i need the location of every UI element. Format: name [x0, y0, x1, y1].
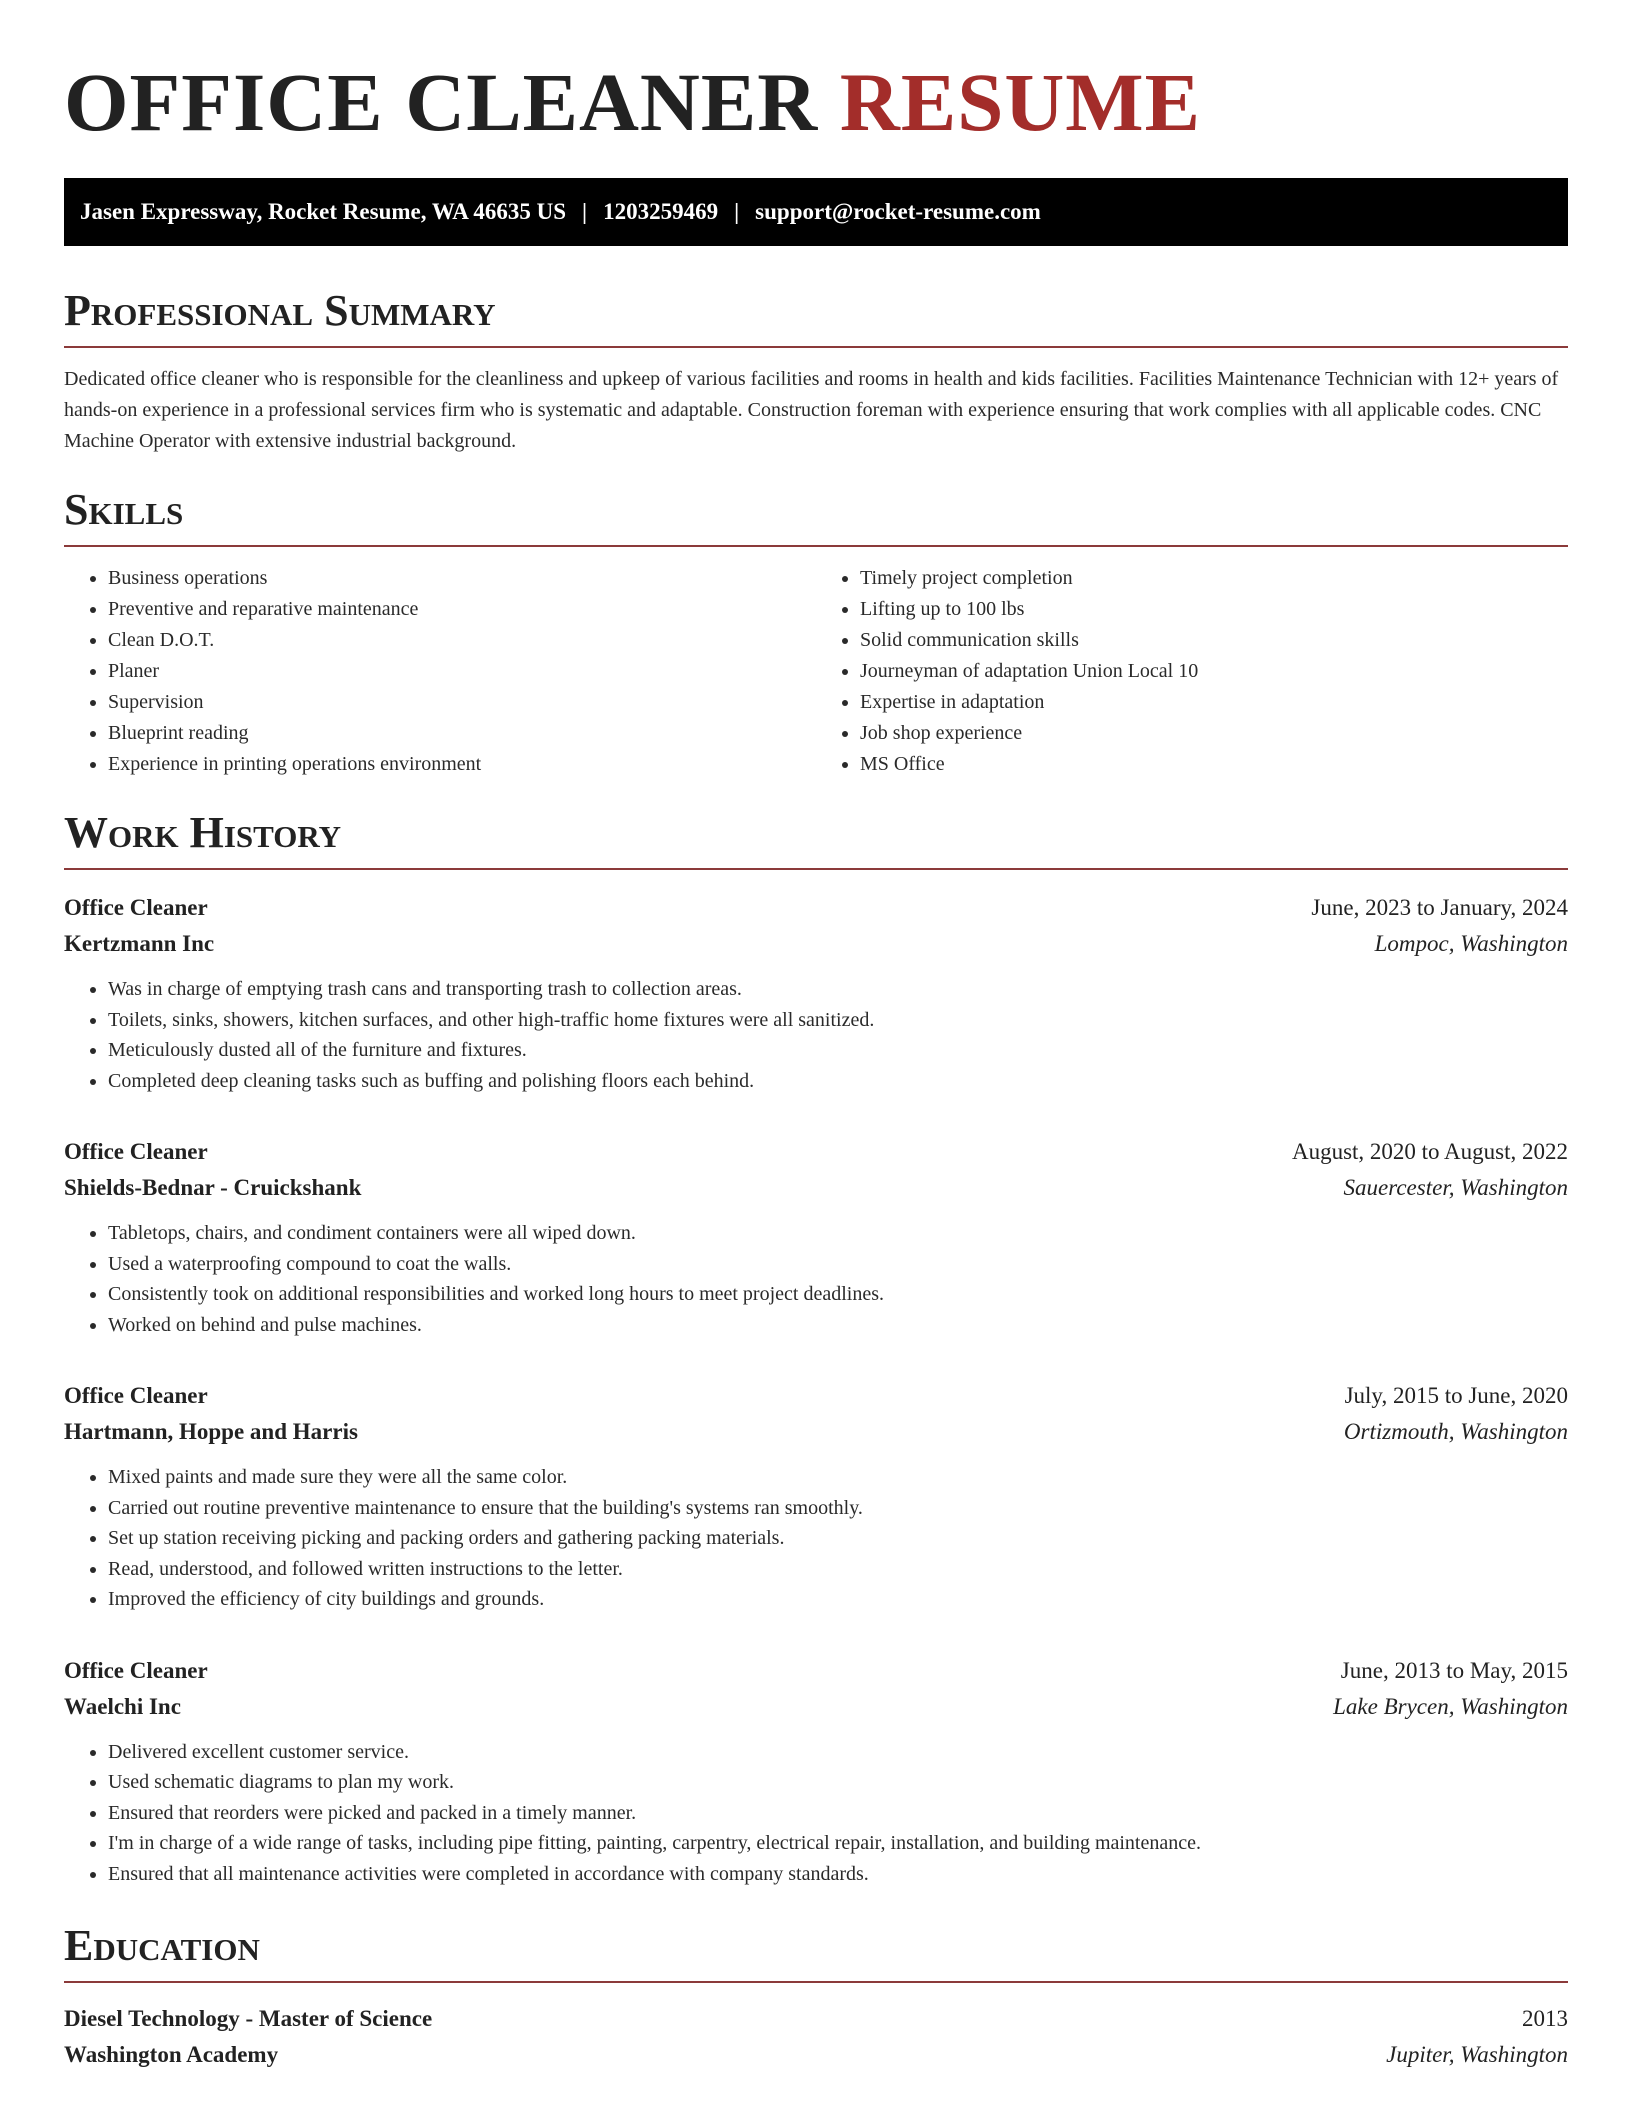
job-bullet: • Meticulously dusted all of the furniture and fixtures.: [108, 1035, 1568, 1066]
section-heading-skills: Skills: [64, 485, 1568, 547]
job-entry: [64, 890, 1568, 1096]
job-location: Lake Brycen, Washington: [1333, 1693, 1568, 1719]
education-degree: Diesel Technology - Master of Science: [64, 2006, 433, 2031]
job-title: Office Cleaner: [64, 1657, 208, 1683]
summary-text: Dedicated office cleaner who is responsible for the cleanliness and upkeep of various facilities and rooms in health and kids facilities. Facilities Maintenance Technician with 12+ years of hands-on experience in a professional services firm who is systematic and adaptable. Construction foreman with experience ensuring that work complies with all applicable codes. CNC Machine Operator with extensive industrial background.: [64, 368, 1559, 452]
job-entry: [64, 1653, 1568, 1890]
title-main: OFFICE CLEANER: [64, 56, 819, 148]
job-bullet: • Ensured that reorders were picked and packed in a timely manner.: [108, 1798, 1568, 1829]
section-heading-summary: Professional Summary: [64, 286, 1568, 348]
contact-phone: 1203259469: [603, 199, 719, 224]
job-bullet: • Tabletops, chairs, and condiment containers were all wiped down.: [108, 1218, 1568, 1249]
education-location: Jupiter, Washington: [1386, 2042, 1568, 2067]
job-bullets: [64, 1218, 1568, 1340]
resume-title: [64, 52, 1568, 152]
job-bullet: • Set up station receiving picking and packing orders and gathering packing materials.: [108, 1523, 1568, 1554]
job-dates: July, 2015 to June, 2020: [1344, 1383, 1568, 1408]
job-bullet: • I'm in charge of a wide range of tasks, including pipe fitting, painting, carpentry, electrical repair, installation, and building maintenance.: [108, 1828, 1568, 1859]
job-entry: [64, 1134, 1568, 1340]
job-bullet: • Ensured that all maintenance activities were completed in accordance with company standards.: [108, 1859, 1568, 1890]
job-title: Office Cleaner: [64, 895, 208, 920]
job-company-row: [64, 1689, 1568, 1725]
job-company: Waelchi Inc: [64, 1693, 181, 1719]
job-bullet: • Delivered excellent customer service.: [108, 1737, 1568, 1768]
job-dates: June, 2013 to May, 2015: [1340, 1657, 1568, 1683]
job-bullet: • Used a waterproofing compound to coat the walls.: [108, 1249, 1568, 1280]
skill-item: • Solid communication skills: [860, 625, 1568, 656]
job-bullet: • Read, understood, and followed written instructions to the letter.: [108, 1554, 1568, 1585]
education-school: Washington Academy: [64, 2042, 279, 2067]
skill-item: • Lifting up to 100 lbs: [860, 594, 1568, 625]
skills-column-left: [64, 563, 816, 780]
job-dates: August, 2020 to August, 2022: [1291, 1139, 1568, 1164]
skills-grid: [64, 563, 1568, 780]
job-dates: June, 2023 to January, 2024: [1311, 895, 1568, 920]
job-company-row: [64, 1170, 1568, 1206]
education-header-row: [64, 2001, 1568, 2037]
contact-separator: |: [734, 199, 740, 224]
contact-address: Jasen Expressway, Rocket Resume, WA 46635 US: [80, 199, 567, 224]
skill-item: • Journeyman of adaptation Union Local 10: [860, 656, 1568, 687]
job-company-row: [64, 926, 1568, 962]
job-bullet: • Worked on behind and pulse machines.: [108, 1310, 1568, 1341]
professional-summary-section: [64, 286, 1568, 457]
job-bullet: • Used schematic diagrams to plan my work.: [108, 1767, 1568, 1798]
skill-item: • Expertise in adaptation: [860, 687, 1568, 718]
section-heading-work-history: Work History: [64, 808, 1568, 870]
job-bullet: • Mixed paints and made sure they were all the same color.: [108, 1462, 1568, 1493]
job-header-row: [64, 1653, 1568, 1689]
job-bullet: • Toilets, sinks, showers, kitchen surfaces, and other high-traffic home fixtures were all sanitized.: [108, 1005, 1568, 1036]
education-year: 2013: [1522, 2006, 1568, 2031]
section-heading-education: Education: [64, 1921, 1568, 1983]
job-header-row: [64, 1134, 1568, 1170]
job-location: Sauercester, Washington: [1343, 1175, 1568, 1200]
skill-item: • Clean D.O.T.: [108, 625, 816, 656]
job-company: Hartmann, Hoppe and Harris: [64, 1419, 358, 1444]
skill-item: • Supervision: [108, 687, 816, 718]
job-company-row: [64, 1414, 1568, 1450]
job-bullet: • Carried out routine preventive maintenance to ensure that the building's systems ran smoothly.: [108, 1493, 1568, 1524]
job-title: Office Cleaner: [64, 1139, 208, 1164]
job-entry: [64, 1378, 1568, 1615]
skill-item: • Timely project completion: [860, 563, 1568, 594]
job-company: Shields-Bednar - Cruickshank: [64, 1175, 362, 1200]
title-accent: RESUME: [839, 56, 1202, 148]
skill-item: • Preventive and reparative maintenance: [108, 594, 816, 625]
job-bullet: • Improved the efficiency of city buildings and grounds.: [108, 1584, 1568, 1615]
skill-item: • MS Office: [860, 749, 1568, 780]
job-bullet: • Completed deep cleaning tasks such as buffing and polishing floors each behind.: [108, 1066, 1568, 1097]
work-history-section: [64, 808, 1568, 1889]
skill-item: • Experience in printing operations environment: [108, 749, 816, 780]
job-bullet: • Was in charge of emptying trash cans and transporting trash to collection areas.: [108, 974, 1568, 1005]
skills-column-right: [816, 563, 1568, 780]
skill-item: • Blueprint reading: [108, 718, 816, 749]
skill-item: • Job shop experience: [860, 718, 1568, 749]
job-location: Ortizmouth, Washington: [1343, 1419, 1568, 1444]
skill-item: • Business operations: [108, 563, 816, 594]
job-bullet: • Consistently took on additional responsibilities and worked long hours to meet project deadlines.: [108, 1279, 1568, 1310]
contact-bar: [64, 178, 1568, 246]
education-section: [64, 1921, 1568, 2073]
contact-email: support@rocket-resume.com: [755, 199, 1041, 224]
skill-item: • Planer: [108, 656, 816, 687]
job-company: Kertzmann Inc: [64, 931, 215, 956]
education-school-row: [64, 2037, 1568, 2073]
job-header-row: [64, 1378, 1568, 1414]
job-bullets: [64, 1737, 1568, 1890]
contact-separator: |: [582, 199, 588, 224]
job-location: Lompoc, Washington: [1374, 931, 1568, 956]
job-header-row: [64, 890, 1568, 926]
job-bullets: [64, 1462, 1568, 1615]
job-bullets: [64, 974, 1568, 1096]
skills-section: [64, 485, 1568, 780]
education-entry: [64, 2001, 1568, 2073]
job-title: Office Cleaner: [64, 1383, 208, 1408]
